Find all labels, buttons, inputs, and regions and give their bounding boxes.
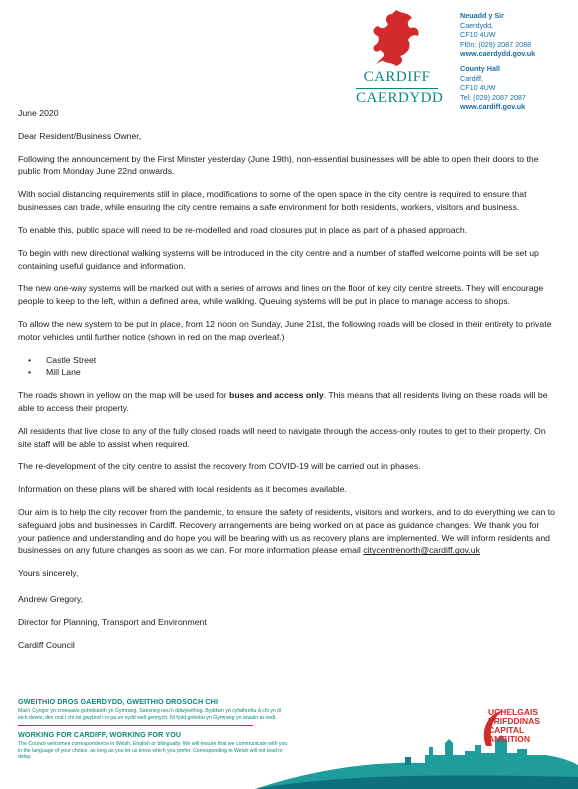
english-address-name: County Hall: [460, 64, 500, 73]
logo-text-caerdydd: CAERDYDD: [356, 90, 444, 106]
paragraph-redevelopment: The re-development of the city centre to assist the recovery from COVID-19 will be carried out in phases.: [18, 461, 421, 472]
welsh-address-phone: Ffôn: (029) 2087 2088: [460, 39, 532, 49]
welsh-address-line1: Caerdydd,: [460, 20, 494, 30]
letter-date: June 2020: [18, 108, 59, 118]
letter-body: [18, 107, 558, 662]
paragraph-information: Information on these plans will be shared with local residents as it becomes available.: [18, 484, 347, 495]
english-address: [460, 64, 526, 112]
paragraph-walking-systems: To begin with new directional walking systems will be introduced in the city centre and a number of staffed welcome points will be set up containing useful guidance and information.: [18, 247, 539, 271]
dragon-icon: [368, 8, 426, 68]
bus-access-text-end: . This means that all residents living on these roads will be able to access their property.: [18, 390, 548, 413]
letter-closing: Yours sincerely,: [18, 568, 79, 579]
footer-english-text: The Council welcomes correspondence in Welsh, English or bilingually. We will ensure that we communicate with you in the language of your choice, as long as you let us know which you prefer. Corresponding in Welsh will not lead to delay.: [18, 741, 288, 761]
paragraph-phased-approach: To enable this, public space will need to be re-modelled and road closures put in place as part of a phased approach.: [18, 224, 468, 235]
welsh-address-name: Neuadd y Sir: [460, 11, 504, 20]
paragraph-announcement: Following the announcement by the First Minster yesterday (June 19th), non-essential businesses will be able to open their doors to the public from Monday June 22nd onwards.: [18, 153, 539, 177]
english-address-line1: Cardiff,: [460, 73, 484, 83]
letter-salutation: Dear Resident/Business Owner,: [18, 130, 142, 141]
recovery-aim-text: Our aim is to help the city recover from the pandemic, to ensure the safety of residents, visitors and workers, and to do everything we can to safeguard jobs and businesses in Cardiff. Recovery arrangements are being worked on at pace as guidance changes. We thank you for your patience and understanding and do hope you will be bearing with us as recovery plans are implemented. We will inform residents and businesses on any future changes as soon as we can. For more information please email: [18, 507, 555, 556]
signatory-organisation: Cardiff Council: [18, 639, 75, 650]
ambition-line-2: PRIFDDINAS: [488, 716, 540, 726]
english-address-web[interactable]: www.cardiff.gov.uk: [460, 102, 526, 112]
closed-roads-list: [18, 354, 558, 379]
paragraph-nearby-residents: All residents that live close to any of the fully closed roads will need to navigate through the access-only routes to get to their property. On site staff will be able to assist when required.: [18, 425, 546, 449]
bus-access-text-start: The roads shown in yellow on the map will be used for: [18, 390, 230, 401]
english-address-phone: Tel: (029) 2087 2087: [460, 92, 526, 102]
ambition-line-3: CAPITAL: [488, 725, 525, 735]
footer-english-heading: WORKING FOR CARDIFF, WORKING FOR YOU: [18, 730, 182, 740]
footer-divider: [18, 725, 253, 726]
contact-email-link[interactable]: citycentrenorth@cardiff.gov.uk: [363, 545, 480, 556]
footer-welsh-heading: GWEITHIO DROS GAERDYDD, GWEITHIO DROSOCH CHI: [18, 697, 219, 706]
signatory-name: Andrew Gregory,: [18, 594, 84, 605]
paragraph-social-distancing: With social distancing requirements still in place, modifications to some of the open space in the city centre is required to ensure that businesses can trade, while ensuring the city centre remains a safe environment for both residents, workers, visitors and business.: [18, 189, 527, 213]
bus-access-emphasis: buses and access only: [229, 390, 324, 401]
list-item: • Castle Street: [18, 354, 558, 367]
paragraph-road-closures: To allow the new system to be put in place, from 12 noon on Sunday, June 21st, the following roads will be closed in their entirety to private motor vehicles until further notice (shown in red on the map overleaf.): [18, 319, 552, 342]
ambition-line-4: AMBITION: [488, 734, 531, 744]
ambition-line-1: UCHELGAIS: [488, 707, 539, 717]
paragraph-bus-access: [18, 389, 558, 414]
paragraph-recovery-aim: [18, 506, 558, 557]
welsh-address-web[interactable]: www.caerdydd.gov.uk: [460, 49, 536, 59]
welsh-address-line2: CF10 4UW: [460, 30, 496, 40]
welsh-address: [460, 11, 535, 59]
cardiff-council-logo: [356, 8, 444, 106]
footer-welsh-text: Mae'r Cyngor yn croesawu gohebiaeth yn Gymraeg, Saesneg neu'n ddwyieithog. Byddwn yn cyfathrebu â chi yn ôl eich dewis, dim ond i chi roi gwybod i ni pa un sydd well gennych. Ni fydd gohebu yn Gymraeg yn arwain at oedi.: [18, 708, 282, 721]
capital-ambition-logo: [480, 706, 570, 748]
english-address-line2: CF10 4UW: [460, 83, 496, 93]
signatory-title: Director for Planning, Transport and Environment: [18, 616, 207, 627]
footer-language-policy: [18, 697, 288, 761]
logo-text-cardiff: CARDIFF: [363, 69, 431, 85]
paragraph-one-way-systems: The new one-way systems will be marked out with a series of arrows and lines on the floor of key city centre streets. They will encourage people to keep to the left, within a defined area, while walking. Queuing systems will be put in place to manage access to shops.: [18, 283, 544, 307]
list-item: • Mill Lane: [18, 366, 558, 379]
